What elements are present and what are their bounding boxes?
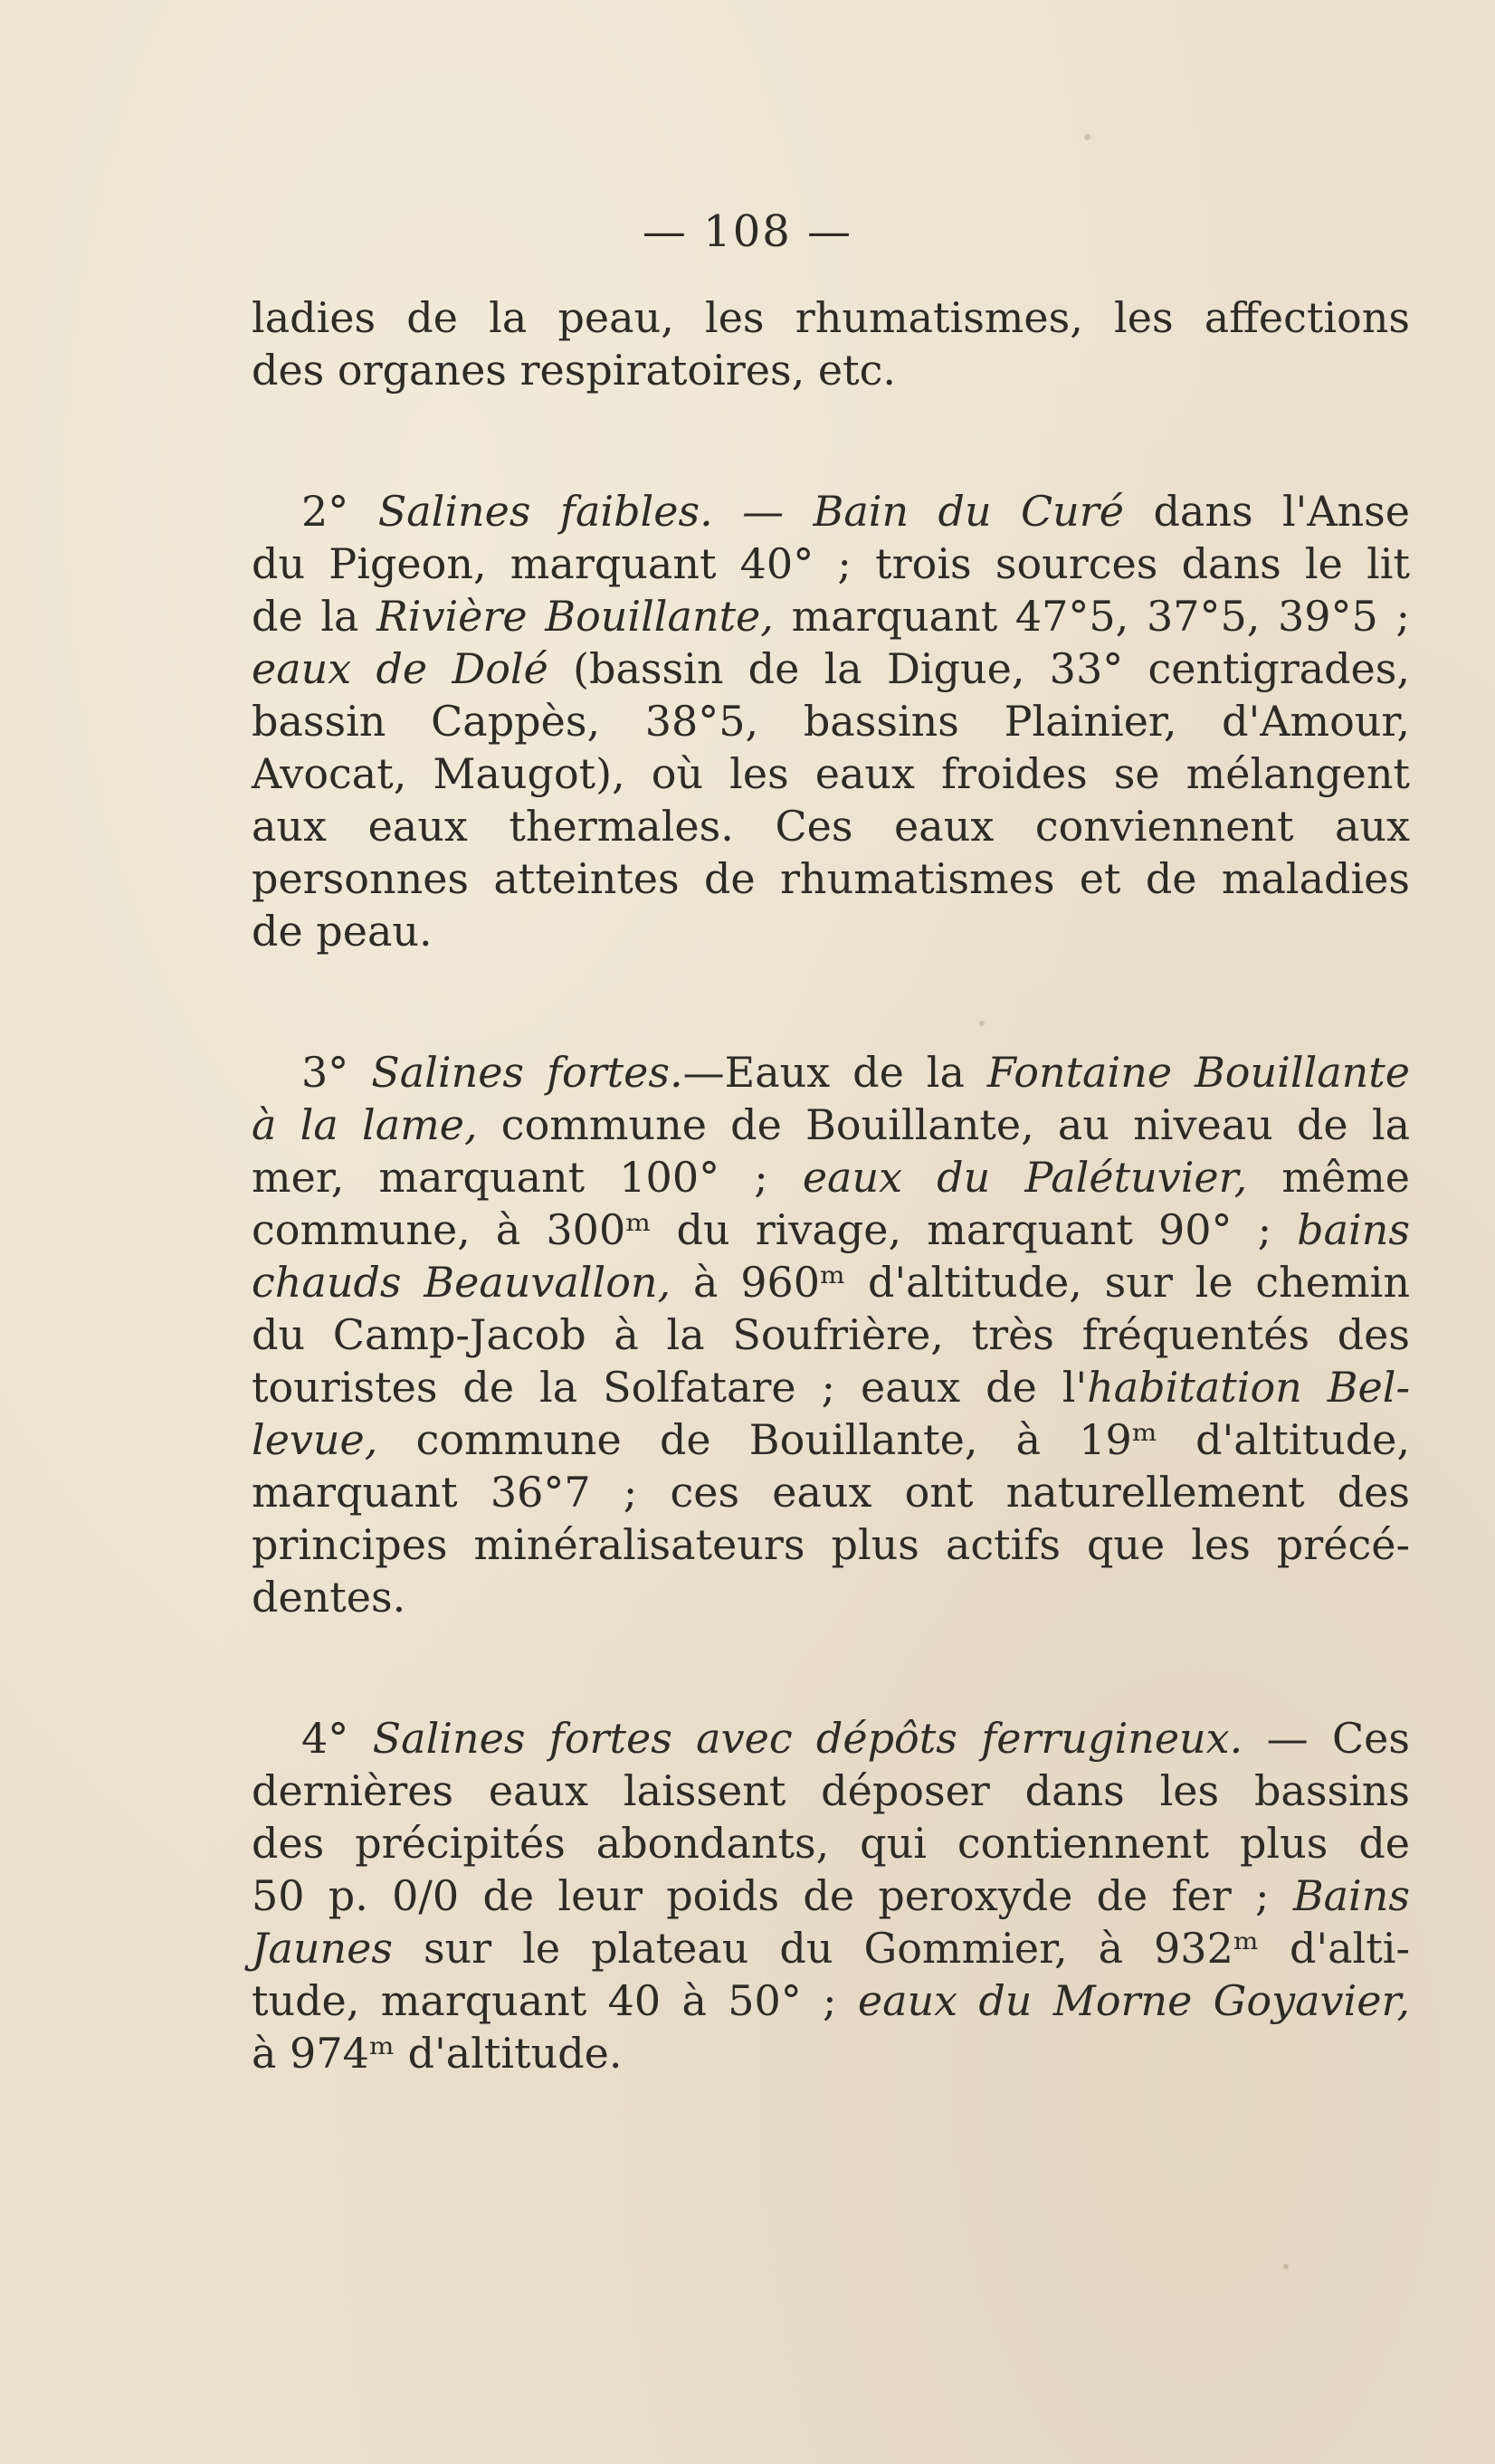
paragraph: [252, 485, 1410, 957]
text-line: [252, 905, 1410, 957]
paragraph-gap: [252, 957, 1410, 1046]
text-line: [252, 1922, 1410, 1974]
text-line: [252, 344, 1410, 396]
italic-text-run: Rivière Bouillante,: [376, 592, 774, 641]
italic-text-run: Salines fortes.: [371, 1048, 683, 1097]
text-run: —Eaux de la: [682, 1048, 987, 1097]
text-line: [252, 1765, 1410, 1817]
paragraph-gap: [252, 1623, 1410, 1712]
text-run: même: [1247, 1153, 1411, 1202]
page-number: — 108 —: [642, 206, 853, 257]
text-line: [252, 1151, 1410, 1203]
text-run: dernières eaux laissent déposer dans les bassins: [252, 1766, 1410, 1815]
text-run: aux eaux thermales. Ces eaux conviennent aux: [252, 802, 1410, 851]
text-run: personnes atteintes de rhumatismes et de maladies: [252, 854, 1410, 903]
italic-text-run: eaux du Palétuvier,: [802, 1153, 1248, 1202]
text-line: [252, 2027, 1410, 2079]
text-run: touristes de la Solfatare ; eaux de l': [252, 1363, 1088, 1412]
text-line: [252, 1869, 1410, 1922]
text-run: mer, marquant 100° ;: [252, 1153, 803, 1202]
italic-text-run: Jaunes: [252, 1924, 393, 1973]
text-run: des précipités abondants, qui contiennent plus de: [252, 1819, 1410, 1868]
text-line: [252, 1099, 1410, 1151]
italic-text-run: Salines faibles. — Bain du Curé: [377, 487, 1125, 536]
italic-text-run: eaux du Morne Goyavier,: [857, 1976, 1410, 2025]
text-run: Avocat, Maugot), où les eaux froides se mélangent: [252, 749, 1410, 798]
text-run: à 974ᵐ d'altitude.: [252, 2029, 623, 2078]
text-run: commune de Bouillante, à 19ᵐ d'altitude,: [377, 1415, 1410, 1464]
text-line: [252, 1361, 1410, 1413]
body-text: [252, 291, 1410, 2079]
text-line: [252, 1571, 1410, 1623]
italic-text-run: Bains: [1292, 1871, 1410, 1920]
text-run: ladies de la peau, les rhumatismes, les affections: [252, 293, 1410, 342]
text-run: du Pigeon, marquant 40° ; trois sources dans le lit: [252, 539, 1410, 588]
text-run: de la: [252, 592, 377, 641]
text-run: principes minéralisateurs plus actifs que les précé-: [252, 1520, 1410, 1569]
text-line: [252, 1974, 1410, 2027]
text-run: sur le plateau du Gommier, à 932ᵐ d'alti-: [392, 1924, 1410, 1973]
text-line: [252, 1203, 1410, 1256]
text-run: marquant 36°7 ; ces eaux ont naturellement des: [252, 1468, 1410, 1517]
text-line: [252, 800, 1410, 852]
italic-text-run: eaux de Dolé: [252, 644, 548, 693]
text-line: [252, 1256, 1410, 1308]
text-line: [252, 1518, 1410, 1571]
italic-text-run: à la lame,: [252, 1100, 478, 1149]
italic-text-run: chauds Beauvallon,: [252, 1258, 671, 1307]
text-run: commune, à 300ᵐ du rivage, marquant 90° ;: [252, 1205, 1298, 1254]
text-run: de peau.: [252, 907, 433, 956]
text-run: dentes.: [252, 1573, 406, 1622]
text-run: 4°: [301, 1714, 373, 1763]
text-run: (bassin de la Digue, 33° centigrades,: [548, 644, 1411, 693]
text-run: à 960ᵐ d'altitude, sur le chemin: [671, 1258, 1410, 1307]
italic-text-run: habitation Bel-: [1087, 1363, 1410, 1412]
text-line: [252, 852, 1410, 905]
text-line: [252, 642, 1410, 695]
italic-text-run: bains: [1297, 1205, 1410, 1254]
text-line: [252, 1308, 1410, 1361]
text-line: [252, 1466, 1410, 1518]
text-run: 3°: [301, 1048, 372, 1097]
text-run: tude, marquant 40 à 50° ;: [252, 1976, 858, 2025]
text-line: [252, 1712, 1410, 1765]
text-line: [252, 485, 1410, 538]
text-run: commune de Bouillante, au niveau de la: [477, 1100, 1411, 1149]
text-line: [252, 747, 1410, 800]
text-line: [252, 695, 1410, 747]
text-line: [252, 1817, 1410, 1869]
text-run: dans l'Anse: [1124, 487, 1410, 536]
italic-text-run: Salines fortes avec dépôts ferrugineux.: [372, 1714, 1243, 1763]
text-line: [252, 538, 1410, 590]
ink-speck: [1084, 134, 1090, 140]
italic-text-run: Fontaine Bouillante: [986, 1048, 1410, 1097]
text-line: [252, 291, 1410, 344]
text-run: du Camp-Jacob à la Soufrière, très fréquentés des: [252, 1310, 1410, 1359]
text-run: — Ces: [1243, 1714, 1410, 1763]
paragraph: [252, 1712, 1410, 2079]
text-line: [252, 1413, 1410, 1466]
text-line: [252, 1046, 1410, 1099]
paragraph: [252, 291, 1410, 396]
paragraph: [252, 1046, 1410, 1623]
text-run: bassin Cappès, 38°5, bassins Plainier, d'Amour,: [252, 697, 1410, 746]
text-run: 2°: [301, 487, 378, 536]
text-run: 50 p. 0/0 de leur poids de peroxyde de fer ;: [252, 1871, 1293, 1920]
text-line: [252, 590, 1410, 642]
text-run: des organes respiratoires, etc.: [252, 346, 896, 395]
paragraph-gap: [252, 396, 1410, 485]
text-run: marquant 47°5, 37°5, 39°5 ;: [773, 592, 1410, 641]
italic-text-run: levue,: [252, 1415, 378, 1464]
ink-speck: [1283, 2264, 1289, 2269]
